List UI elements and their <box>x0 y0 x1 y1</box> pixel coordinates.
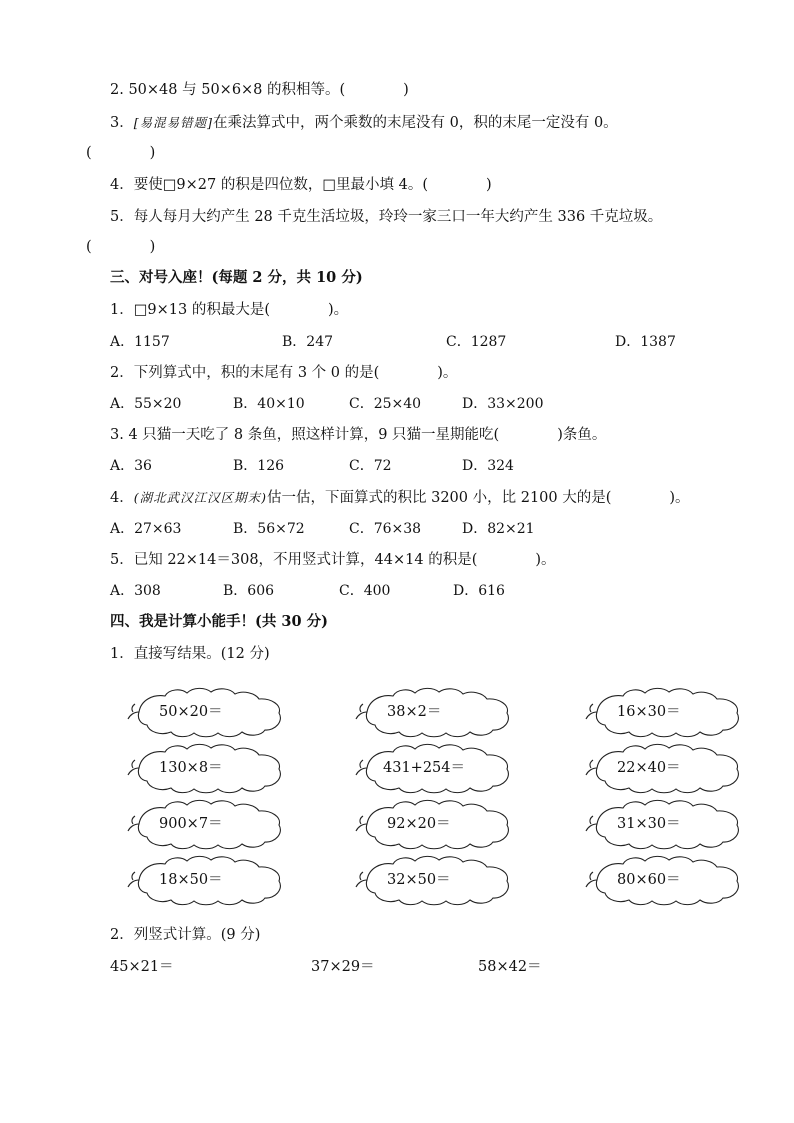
calc-leaf <box>353 687 513 737</box>
tf-item-5: 5．每人每月大约产生 28 千克生活垃圾，玲玲一家三口一年大约产生 336 千克垃圾。 <box>110 209 663 225</box>
calc-leaf <box>583 743 743 793</box>
mc-q1-option-a[interactable]: A．1157 <box>110 334 170 350</box>
mc-q4-option-a[interactable]: A．27×63 <box>110 521 182 537</box>
leaf-expression[interactable]: 18×50＝ <box>159 872 223 888</box>
calc-section-heading: 四、我是计算小能手！(共 30 分) <box>110 613 328 630</box>
leaf-expression[interactable]: 92×20＝ <box>387 816 451 832</box>
mc-q1-option-b[interactable]: B．247 <box>282 334 334 350</box>
mc-q3-option-b[interactable]: B．126 <box>233 458 285 474</box>
mc-q3-stem: 3. 4 只猫一天吃了 8 条鱼，照这样计算，9 只猫一星期能吃( )条鱼。 <box>110 427 607 443</box>
leaf-expression[interactable]: 130×8＝ <box>159 760 223 776</box>
mc-section-heading: 三、对号入座！(每题 2 分，共 10 分) <box>110 269 363 286</box>
mc-q1-option-c[interactable]: C．1287 <box>446 334 507 350</box>
mc-q3-option-c[interactable]: C．72 <box>349 458 392 474</box>
mc-q5-option-b[interactable]: B．606 <box>223 583 275 599</box>
calc-leaf <box>583 687 743 737</box>
mc-q4-text: 估一估，下面算式的积比 3200 小，比 2100 大的是( )。 <box>267 490 690 506</box>
mc-q2-option-a[interactable]: A．55×20 <box>110 396 182 412</box>
mc-q5-option-d[interactable]: D．616 <box>453 583 505 599</box>
mc-q2-option-b[interactable]: B．40×10 <box>233 396 305 412</box>
calc-leaf <box>583 799 743 849</box>
leaf-expression[interactable]: 38×2＝ <box>387 704 442 720</box>
vertical-calc-1: 45×21＝ <box>110 959 174 975</box>
leaf-expression[interactable]: 900×7＝ <box>159 816 223 832</box>
mc-q1-option-d[interactable]: D．1387 <box>615 334 676 350</box>
mc-q5-stem: 5．已知 22×14＝308，不用竖式计算，44×14 的积是( )。 <box>110 552 556 568</box>
tf-item-3 <box>110 113 618 133</box>
calc-part2-title: 2．列竖式计算。(9 分) <box>110 927 261 943</box>
leaf-expression[interactable]: 22×40＝ <box>617 760 681 776</box>
tf-item-3-tag: [易混易错题] <box>133 115 213 130</box>
calc-leaf <box>353 743 513 793</box>
tf-item-5-answer[interactable]: ( ) <box>86 239 156 255</box>
mc-q1-stem: 1．□9×13 的积最大是( )。 <box>110 302 349 318</box>
calc-part1-title: 1．直接写结果。(12 分) <box>110 646 270 662</box>
mc-q2-option-c[interactable]: C．25×40 <box>349 396 422 412</box>
vertical-calc-2: 37×29＝ <box>311 959 375 975</box>
leaf-expression[interactable]: 32×50＝ <box>387 872 451 888</box>
calc-leaf <box>125 799 285 849</box>
mc-q4-option-c[interactable]: C．76×38 <box>349 521 422 537</box>
vertical-calc-3: 58×42＝ <box>478 959 542 975</box>
leaf-expression[interactable]: 80×60＝ <box>617 872 681 888</box>
tf-item-3-text: 在乘法算式中，两个乘数的末尾没有 0，积的末尾一定没有 0。 <box>213 115 618 131</box>
mc-q4-stem <box>110 488 690 508</box>
mc-q5-option-a[interactable]: A．308 <box>110 583 161 599</box>
calc-leaf <box>125 743 285 793</box>
leaf-expression[interactable]: 431+254＝ <box>383 760 466 776</box>
mc-q4-option-b[interactable]: B．56×72 <box>233 521 305 537</box>
calc-leaf <box>125 855 285 905</box>
tf-item-3-answer[interactable]: ( ) <box>86 145 156 161</box>
tf-item-4: 4．要使□9×27 的积是四位数，□里最小填 4。( ) <box>110 177 492 193</box>
mc-q2-stem: 2．下列算式中，积的末尾有 3 个 0 的是( )。 <box>110 365 458 381</box>
mc-q4-option-d[interactable]: D．82×21 <box>462 521 535 537</box>
mc-q4-number: 4． <box>110 490 134 506</box>
mc-q5-option-c[interactable]: C．400 <box>339 583 391 599</box>
leaf-expression[interactable]: 31×30＝ <box>617 816 681 832</box>
calc-leaf <box>583 855 743 905</box>
mc-q3-option-d[interactable]: D．324 <box>462 458 514 474</box>
calc-leaf <box>125 687 285 737</box>
calc-leaf <box>353 855 513 905</box>
leaf-expression[interactable]: 50×20＝ <box>159 704 223 720</box>
mc-q3-option-a[interactable]: A．36 <box>110 458 152 474</box>
mc-q4-tag: (湖北武汉江汉区期末) <box>133 490 267 505</box>
calc-leaf <box>353 799 513 849</box>
tf-item-3-number: 3． <box>110 115 134 131</box>
leaf-expression[interactable]: 16×30＝ <box>617 704 681 720</box>
mc-q2-option-d[interactable]: D．33×200 <box>462 396 544 412</box>
tf-item-2: 2. 50×48 与 50×6×8 的积相等。( ) <box>110 82 409 98</box>
